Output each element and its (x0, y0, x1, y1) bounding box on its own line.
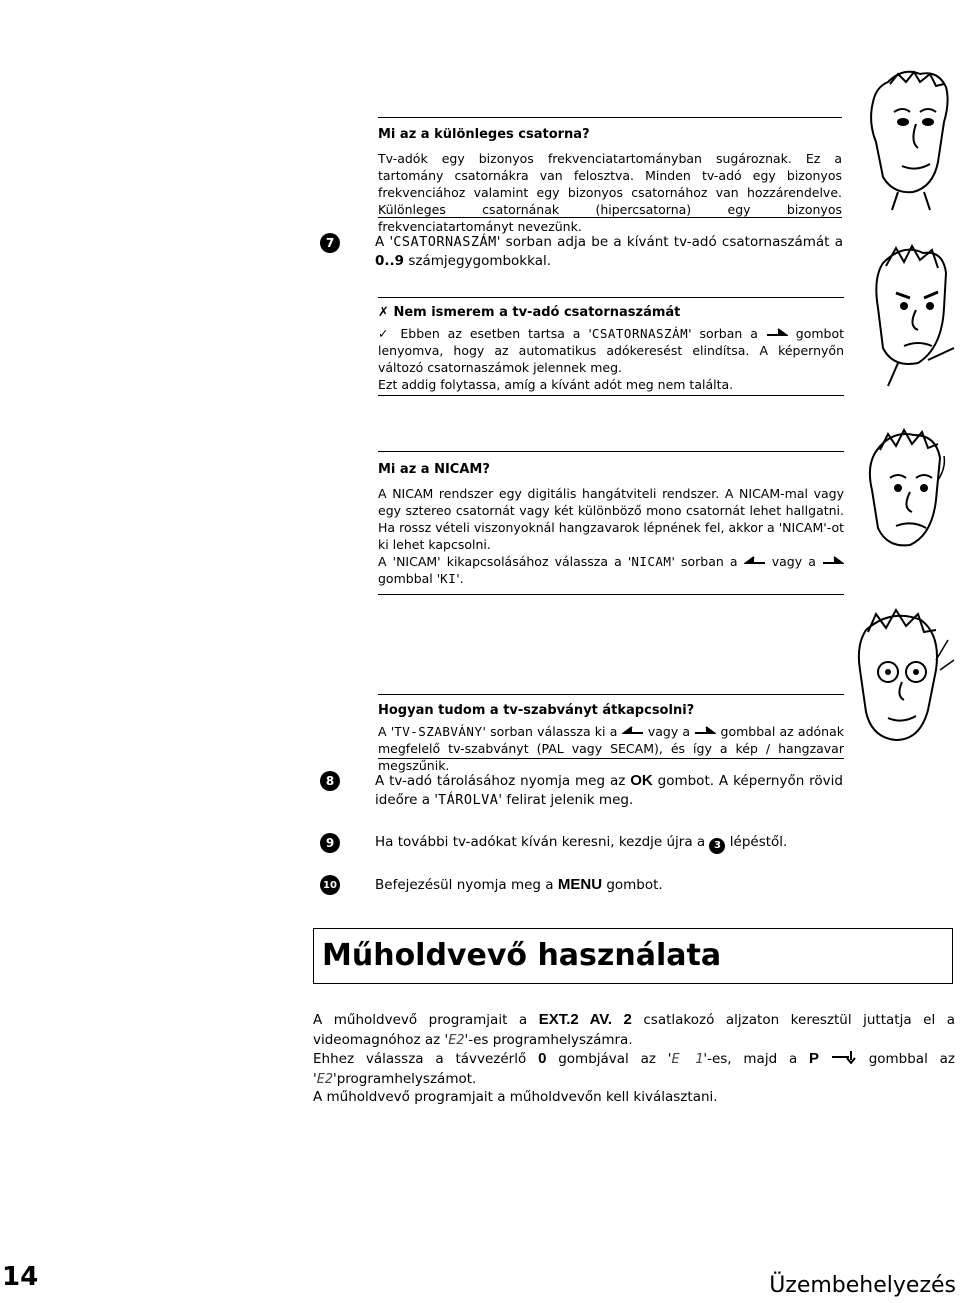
step-ref-3: 3 (709, 838, 725, 854)
arrow-right-icon (694, 725, 716, 737)
arrow-left-icon (622, 725, 644, 737)
solution-text (378, 325, 844, 376)
key-digits: 0..9 (375, 253, 405, 269)
standard-or: vagy a (647, 724, 691, 739)
cartoon-face-icon (858, 238, 958, 388)
cross-icon: ✗ (378, 305, 389, 320)
step-number-10: 10 (320, 875, 340, 895)
nicam-post: gombbal ' (378, 571, 441, 586)
info-box-tv-standard (378, 694, 844, 773)
step-number-9: 9 (320, 833, 340, 853)
info-box-title (378, 304, 844, 321)
step-7-post: számjegygombokkal. (404, 253, 552, 269)
page-number: 14 (2, 1262, 39, 1292)
p1-post: '-es programhelyszámra. (464, 1032, 633, 1048)
cartoon-face-icon (852, 420, 952, 570)
section-paragraph-1 (313, 1010, 955, 1050)
display-code: CSATORNASZÁM (393, 234, 497, 250)
zero-key: 0 (538, 1050, 547, 1067)
p2-pre: Ehhez válassza a távvezérlő (313, 1051, 539, 1067)
display-code: TÁROLVA (438, 792, 499, 808)
step-10-text (375, 875, 843, 895)
display-code: TV-SZABVÁNY (394, 724, 483, 739)
display-code: CSATORNASZÁM (591, 326, 689, 341)
p2-mid2: '-es, majd a (703, 1051, 810, 1067)
ext2-key: EXT.2 AV. 2 (538, 1011, 632, 1028)
p2-mid: gombjával az ' (546, 1051, 672, 1067)
solution-mid: ' sorban a (688, 326, 758, 341)
step-10-post: gombot. (602, 877, 663, 893)
arrow-right-icon (766, 327, 788, 339)
segment-display: E2 (448, 1032, 465, 1048)
info-box-title: Mi az a különleges csatorna? (378, 127, 590, 142)
p-key: P (809, 1050, 820, 1067)
section-heading-box (313, 928, 953, 984)
cartoon-face-icon (858, 62, 958, 212)
p-down-arrow-icon (831, 1050, 857, 1064)
step-9-text (375, 833, 843, 854)
step-number-7: 7 (320, 233, 340, 253)
nicam-end: '. (456, 571, 464, 586)
check-icon: ✓ (378, 326, 393, 341)
arrow-left-icon (744, 555, 766, 567)
solution-followup: Ezt addig folytassa, amíg a kívánt adót meg nem találta. (378, 377, 734, 392)
arrow-right-icon (822, 555, 844, 567)
chapter-title: Üzembehelyezés (769, 1273, 956, 1298)
p2-end: 'programhelyszámot. (332, 1071, 477, 1087)
info-box-nicam (378, 451, 844, 595)
ok-key: OK (630, 772, 653, 789)
info-box-unknown-channel (378, 297, 844, 396)
tv-standard-instruction (378, 723, 844, 774)
standard-pre: A ' (378, 724, 395, 739)
step-9-post: lépéstől. (725, 834, 788, 850)
step-8-pre: A tv-adó tárolásához nyomja meg az (375, 773, 631, 789)
step-8-post: ' felirat jelenik meg. (498, 792, 634, 808)
nicam-pre: A 'NICAM' kikapcsolásához válassza a ' (378, 554, 632, 569)
problem-title: Nem ismerem a tv-adó csatornaszámát (393, 305, 681, 320)
nicam-description: A NICAM rendszer egy digitális hangátviteli rendszer. A NICAM-mal vagy egy sztereo csatornát vagy két különböző mono csatornát lehet hallgatni. Ha rossz vételi viszonyoknál hangzavarok lépnének fel, akkor a 'NICAM'-ot ki lehet kapcsolni. (378, 486, 844, 552)
step-7-mid: ' sorban adja be a kívánt tv-adó csatornaszámát a (496, 234, 843, 250)
display-code: NICAM (631, 554, 672, 569)
p1-pre: A műholdvevő programjait a (313, 1012, 539, 1028)
p2-post: gombbal az ' (313, 1051, 955, 1087)
segment-display: E 1 (671, 1051, 704, 1067)
section-paragraph-2 (313, 1049, 955, 1089)
step-7-text (375, 233, 843, 271)
step-9-pre: Ha további tv-adókat kíván keresni, kezdje újra a (375, 834, 710, 850)
menu-key: MENU (557, 876, 603, 893)
nicam-or: vagy a (771, 554, 816, 569)
nicam-instruction (378, 553, 844, 587)
step-7-pre: A ' (375, 234, 394, 250)
section-heading: Műholdvevő használata (322, 938, 722, 973)
section-paragraph-3: A műholdvevő programjait a műholdvevőn kell kiválasztani. (313, 1089, 718, 1105)
cartoon-face-icon (836, 600, 956, 760)
p1-mid: csatlakozó aljzaton keresztül juttatja el a videomagnóhoz az ' (313, 1012, 955, 1048)
info-box-text: Tv-adók egy bizonyos frekvenciatartományban sugároznak. Ez a tartomány csatornákra van felosztva. Minden tv-adó egy bizonyos frekvenciához valamint egy bizonyos csatornához van hozzárendelve. Különleges csatornának (hipercsatorna) egy bizonyos frekvenciatartományt nevezünk. (378, 151, 842, 234)
segment-display: E2 (316, 1071, 333, 1087)
step-8-mid: gombot. A képernyőn rövid ideőre a ' (375, 773, 843, 808)
solution-pre: Ebben az esetben tartsa a ' (400, 326, 592, 341)
display-code: KI (440, 571, 457, 586)
info-box-title: Mi az a NICAM? (378, 462, 490, 477)
standard-post: gombbal az adónak megfelelő tv-szabványt (PAL vagy SECAM), és így a kép / hangzavar megszűnik. (378, 724, 844, 773)
solution-post: gombot lenyomva, hogy az automatikus adókeresést elindítsa. A képernyőn változó csatornaszámok jelennek meg. (378, 326, 845, 375)
standard-mid: ' sorban válassza ki a (482, 724, 618, 739)
step-8-text (375, 771, 843, 810)
step-10-pre: Befejezésül nyomja meg a (375, 877, 558, 893)
info-box-title: Hogyan tudom a tv-szabványt átkapcsolni? (378, 703, 695, 718)
step-number-8: 8 (320, 771, 340, 791)
info-box-special-channel (378, 117, 842, 234)
nicam-mid: ' sorban a (671, 554, 738, 569)
